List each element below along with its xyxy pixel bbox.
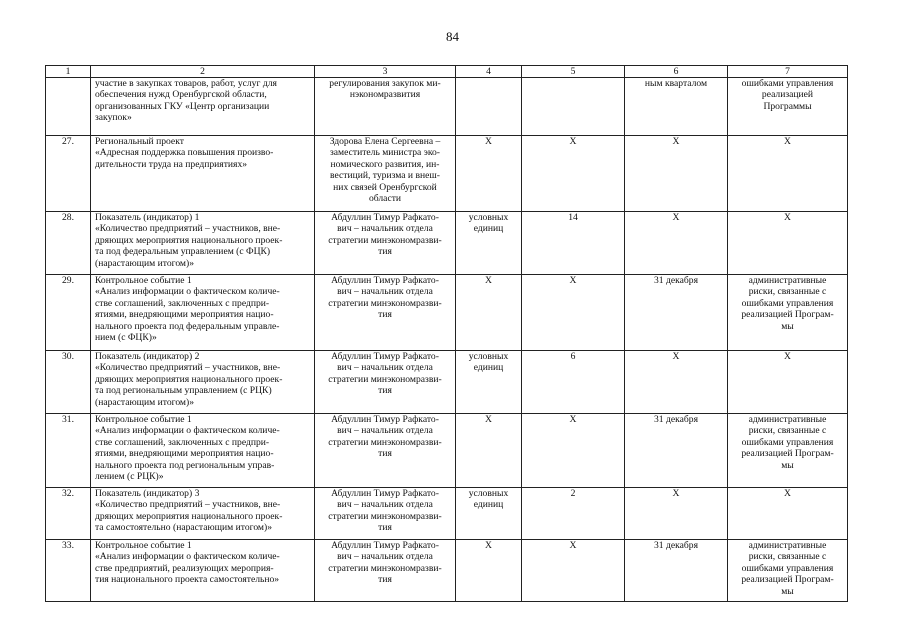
value: Х: [522, 136, 625, 212]
value: Х: [522, 275, 625, 351]
column-header: 6: [625, 66, 728, 78]
event-name: Региональный проект «Адресная поддержка повышения произво- дительности труда на предприятиях»: [91, 136, 315, 212]
column-header: 4: [456, 66, 522, 78]
table-row: [46, 351, 848, 414]
responsible: Абдуллин Тимур Рафкато- вич – начальник отдела стратегии минэкономразви- тия: [315, 540, 456, 602]
responsible: Абдуллин Тимур Рафкато- вич – начальник отдела стратегии минэкономразви- тия: [315, 212, 456, 275]
table-row: [46, 488, 848, 540]
row-number: 28.: [46, 212, 91, 275]
event-name: Показатель (индикатор) 1 «Количество предприятий – участников, вне- дряющих мероприятия национального проек- та под федеральным управлением (с ФЦК) (нарастающим итогом)»: [91, 212, 315, 275]
column-header: 7: [728, 66, 848, 78]
page-number: 84: [446, 29, 459, 44]
event-name: Контрольное событие 1 «Анализ информации о фактическом количе- стве соглашений, заключенных с предпри- ятиями, внедряющими мероприятия нацио- нального проекта под региональным управ- лением (с РЦК)»: [91, 414, 315, 488]
unit: условных единиц: [456, 212, 522, 275]
row-number: [46, 78, 91, 136]
value: Х: [522, 540, 625, 602]
table-row: [46, 78, 848, 136]
event-name: участие в закупках товаров, работ, услуг для обеспечения нужд Оренбургской области, организованных ГКУ «Центр организации закупок»: [91, 78, 315, 136]
value: Х: [522, 414, 625, 488]
unit: Х: [456, 540, 522, 602]
unit: Х: [456, 414, 522, 488]
deadline: Х: [625, 212, 728, 275]
risks: административные риски, связанные с ошибками управления реализацией Програм- мы: [728, 540, 848, 602]
deadline: 31 декабря: [625, 414, 728, 488]
responsible: Абдуллин Тимур Рафкато- вич – начальник отдела стратегии минэкономразви- тия: [315, 351, 456, 414]
deadline: ным кварталом: [625, 78, 728, 136]
responsible: Здорова Елена Сергеевна – заместитель министра эко- номического развития, ин- вестиций, туризма и внеш- них связей Оренбургской области: [315, 136, 456, 212]
column-header: 2: [91, 66, 315, 78]
unit: Х: [456, 275, 522, 351]
value: 2: [522, 488, 625, 540]
table-row: [46, 540, 848, 602]
table-row: [46, 136, 848, 212]
unit: [456, 78, 522, 136]
value: 6: [522, 351, 625, 414]
deadline: Х: [625, 488, 728, 540]
program-table: [45, 65, 848, 602]
row-number: 29.: [46, 275, 91, 351]
event-name: Контрольное событие 1 «Анализ информации о фактическом количе- стве предприятий, реализующих мероприя- тия национального проекта самостоятельно»: [91, 540, 315, 602]
event-name: Показатель (индикатор) 3 «Количество предприятий – участников, вне- дряющих мероприятия национального проек- та самостоятельно (нарастающим итогом)»: [91, 488, 315, 540]
deadline: Х: [625, 351, 728, 414]
table-row: [46, 414, 848, 488]
row-number: 32.: [46, 488, 91, 540]
risks: Х: [728, 351, 848, 414]
row-number: 33.: [46, 540, 91, 602]
unit: условных единиц: [456, 351, 522, 414]
deadline: 31 декабря: [625, 275, 728, 351]
unit: Х: [456, 136, 522, 212]
column-header: 1: [46, 66, 91, 78]
row-number: 31.: [46, 414, 91, 488]
event-name: Контрольное событие 1 «Анализ информации о фактическом количе- стве соглашений, заключенных с предпри- ятиями, внедряющими мероприятия нацио- нального проекта под федеральным управле- нием (с ФЦК)»: [91, 275, 315, 351]
risks: административные риски, связанные с ошибками управления реализацией Програм- мы: [728, 275, 848, 351]
event-name: Показатель (индикатор) 2 «Количество предприятий – участников, вне- дряющих мероприятия национального проек- та под региональным управлением (с РЦК) (нарастающим итогом)»: [91, 351, 315, 414]
responsible: Абдуллин Тимур Рафкато- вич – начальник отдела стратегии минэкономразви- тия: [315, 414, 456, 488]
row-number: 27.: [46, 136, 91, 212]
risks: административные риски, связанные с ошибками управления реализацией Програм- мы: [728, 414, 848, 488]
value: 14: [522, 212, 625, 275]
table-header-row: [46, 66, 848, 78]
responsible: Абдуллин Тимур Рафкато- вич – начальник отдела стратегии минэкономразви- тия: [315, 275, 456, 351]
risks: Х: [728, 488, 848, 540]
unit: условных единиц: [456, 488, 522, 540]
responsible: Абдуллин Тимур Рафкато- вич – начальник отдела стратегии минэкономразви- тия: [315, 488, 456, 540]
risks: Х: [728, 212, 848, 275]
column-header: 3: [315, 66, 456, 78]
table-row: [46, 212, 848, 275]
value: [522, 78, 625, 136]
risks: ошибками управления реализацией Программы: [728, 78, 848, 136]
table-row: [46, 275, 848, 351]
deadline: 31 декабря: [625, 540, 728, 602]
responsible: регулирования закупок ми- нэкономразвития: [315, 78, 456, 136]
row-number: 30.: [46, 351, 91, 414]
deadline: Х: [625, 136, 728, 212]
risks: Х: [728, 136, 848, 212]
column-header: 5: [522, 66, 625, 78]
